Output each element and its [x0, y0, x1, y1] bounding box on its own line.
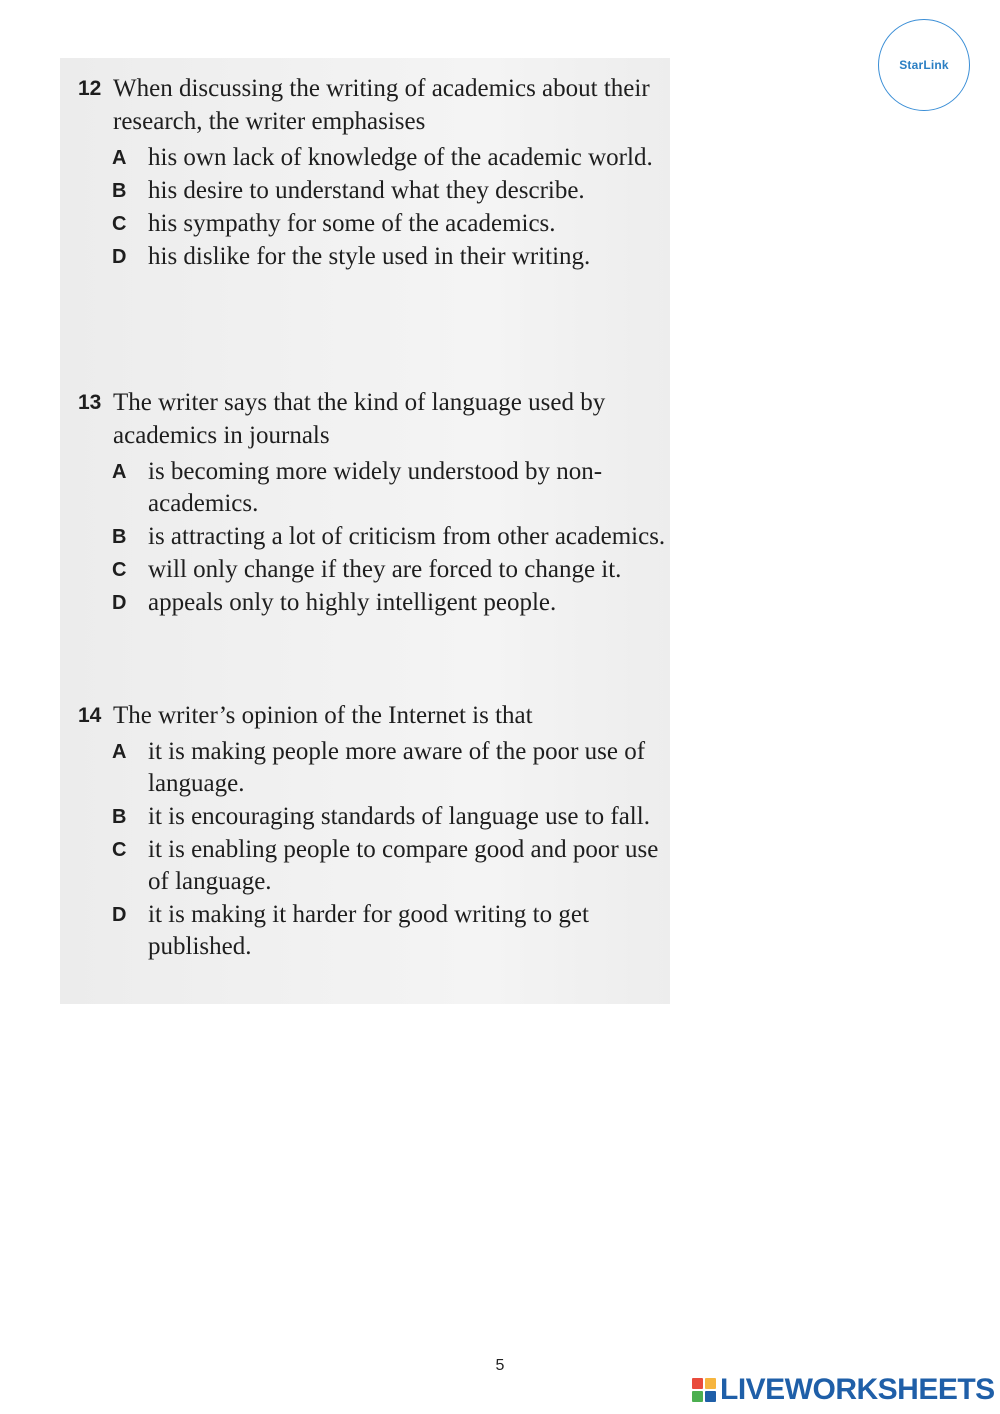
option-text: it is making people more aware of the poor use of language.	[148, 738, 646, 797]
logo-square-yellow	[705, 1378, 716, 1389]
option-letter: B	[112, 806, 127, 828]
option-b	[112, 801, 678, 833]
option-d	[112, 241, 678, 273]
option-letter: B	[112, 180, 127, 202]
option-text: is attracting a lot of criticism from other academics.	[148, 523, 666, 550]
option-b	[112, 175, 678, 207]
question-text: The writer says that the kind of language used by academics in journals	[113, 389, 606, 449]
option-text: will only change if they are forced to change it.	[148, 556, 622, 583]
option-d	[112, 587, 678, 619]
option-c	[112, 554, 678, 586]
option-text: his sympathy for some of the academics.	[148, 210, 556, 237]
option-letter: D	[112, 592, 127, 614]
option-text: it is making it harder for good writing to get published.	[148, 901, 589, 960]
logo-square-red	[692, 1378, 703, 1389]
logo-square-blue	[705, 1391, 716, 1402]
starlink-logo	[878, 19, 970, 111]
option-list	[78, 456, 678, 619]
question-number: 13	[78, 391, 102, 414]
liveworksheets-wordmark: LIVEWORKSHEETS	[720, 1373, 995, 1406]
option-text: his dislike for the style used in their writing.	[148, 243, 591, 270]
option-letter: D	[112, 246, 127, 268]
option-b	[112, 521, 678, 553]
logo-square-green	[692, 1391, 703, 1402]
question-stem	[78, 72, 678, 138]
option-text: is becoming more widely understood by non-academics.	[148, 458, 603, 517]
option-letter: D	[112, 904, 127, 926]
option-letter: A	[112, 147, 127, 169]
option-letter: B	[112, 526, 127, 548]
option-a	[112, 736, 678, 800]
question-14	[78, 699, 678, 964]
option-c	[112, 834, 678, 898]
option-a	[112, 142, 678, 174]
question-number: 12	[78, 77, 102, 100]
option-d	[112, 899, 678, 963]
question-number: 14	[78, 704, 102, 727]
option-text: his own lack of knowledge of the academic world.	[148, 144, 653, 171]
question-text: The writer’s opinion of the Internet is that	[113, 702, 533, 729]
question-13	[78, 386, 678, 620]
option-letter: C	[112, 559, 127, 581]
option-a	[112, 456, 678, 520]
option-text: it is enabling people to compare good and poor use of language.	[148, 836, 659, 895]
liveworksheets-logo-icon	[692, 1378, 716, 1402]
option-letter: A	[112, 461, 127, 483]
question-text: When discussing the writing of academics about their research, the writer emphasises	[113, 75, 650, 135]
option-letter: C	[112, 839, 127, 861]
option-letter: A	[112, 741, 127, 763]
option-text: his desire to understand what they describe.	[148, 177, 585, 204]
liveworksheets-brand	[692, 1374, 995, 1406]
option-text: appeals only to highly intelligent people.	[148, 589, 557, 616]
page-number: 5	[495, 1357, 505, 1374]
option-c	[112, 208, 678, 240]
question-stem	[78, 386, 678, 452]
question-stem	[78, 699, 678, 732]
option-list	[78, 142, 678, 273]
option-list	[78, 736, 678, 963]
option-text: it is encouraging standards of language use to fall.	[148, 803, 650, 830]
starlink-logo-text: StarLink	[899, 58, 949, 72]
question-12	[78, 72, 678, 274]
option-letter: C	[112, 213, 127, 235]
